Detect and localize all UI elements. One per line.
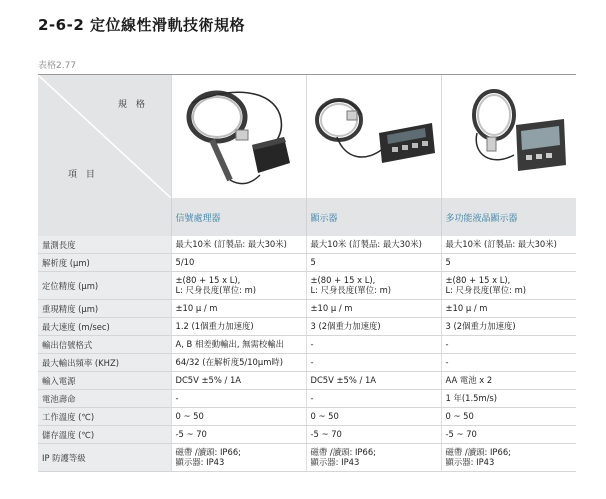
spec-cell: - — [306, 354, 441, 372]
spec-row — [38, 254, 576, 272]
spec-row-label: 量測長度 — [38, 236, 171, 254]
spec-cell: DC5V ±5% / 1A — [306, 372, 441, 390]
product-image-lcd-display — [441, 75, 576, 198]
spec-cell: 0 ~ 50 — [441, 408, 576, 426]
spec-cell: ±(80 + 15 x L), L: 尺身長度(單位: m) — [306, 272, 441, 300]
spec-row — [38, 444, 576, 472]
spec-row — [38, 390, 576, 408]
spec-row-label: 電池壽命 — [38, 390, 171, 408]
lcd-display-image — [442, 75, 577, 198]
spec-cell: ±10 μ / m — [306, 300, 441, 318]
spec-row-label: 重現精度 (μm) — [38, 300, 171, 318]
product-image-display — [306, 75, 441, 198]
spec-cell: 5/10 — [171, 254, 306, 272]
spec-row — [38, 300, 576, 318]
spec-row-label: IP 防護等級 — [38, 444, 171, 472]
spec-cell: -5 ~ 70 — [306, 426, 441, 444]
spec-row — [38, 426, 576, 444]
spec-row-label: 輸入電源 — [38, 372, 171, 390]
spec-row-label: 最大速度 (m/sec) — [38, 318, 171, 336]
product-image-signal-processor — [171, 75, 306, 198]
spec-cell: 最大10米 (訂製品: 最大30米) — [171, 236, 306, 254]
spec-cell: DC5V ±5% / 1A — [171, 372, 306, 390]
spec-cell: ±(80 + 15 x L), L: 尺身長度(單位: m) — [441, 272, 576, 300]
spec-cell: ±10 μ / m — [171, 300, 306, 318]
corner-cell — [38, 75, 171, 198]
spec-cell: - — [306, 390, 441, 408]
spec-row-label: 定位精度 (μm) — [38, 272, 171, 300]
spec-cell: 磁帶 /讀頭: IP66; 顯示器: IP43 — [171, 444, 306, 472]
product-image-row — [38, 75, 576, 198]
spec-cell: ±(80 + 15 x L), L: 尺身長度(單位: m) — [171, 272, 306, 300]
corner-item-label: 項 目 — [68, 170, 98, 180]
spec-cell: A, B 相差動輸出, 無需校輸出 — [171, 336, 306, 354]
spec-cell: -5 ~ 70 — [441, 426, 576, 444]
spec-cell: 3 (2個重力加速度) — [306, 318, 441, 336]
spec-row — [38, 336, 576, 354]
spec-cell: 64/32 (在解析度5/10μm時) — [171, 354, 306, 372]
spec-row — [38, 354, 576, 372]
spec-cell: 5 — [306, 254, 441, 272]
spec-row-label: 工作溫度 (℃) — [38, 408, 171, 426]
spec-cell: 3 (2個重力加速度) — [441, 318, 576, 336]
spec-row — [38, 408, 576, 426]
col-header-lcd-display: 多功能液晶顯示器 — [441, 198, 576, 236]
spec-row-label: 最大輸出頻率 (KHZ) — [38, 354, 171, 372]
col-header-signal-processor: 信號處理器 — [171, 198, 306, 236]
table-caption: 表格2.77 — [38, 61, 77, 71]
product-name-row — [38, 198, 576, 236]
col-header-display: 顯示器 — [306, 198, 441, 236]
display-image — [307, 75, 442, 198]
spec-row — [38, 318, 576, 336]
signal-processor-image — [172, 75, 307, 198]
spec-row-label: 輸出信號格式 — [38, 336, 171, 354]
product-name-row-blank — [38, 198, 171, 236]
spec-cell: 磁帶 /讀頭: IP66; 顯示器: IP43 — [441, 444, 576, 472]
spec-cell: ±10 μ / m — [441, 300, 576, 318]
corner-spec-label: 規 格 — [118, 100, 148, 110]
spec-row — [38, 236, 576, 254]
spec-cell: - — [171, 390, 306, 408]
spec-cell: 磁帶 /讀頭: IP66; 顯示器: IP43 — [306, 444, 441, 472]
spec-cell: 最大10米 (訂製品: 最大30米) — [306, 236, 441, 254]
spec-cell: 0 ~ 50 — [171, 408, 306, 426]
spec-cell: 5 — [441, 254, 576, 272]
spec-row — [38, 272, 576, 300]
spec-table — [38, 75, 576, 472]
spec-cell: -5 ~ 70 — [171, 426, 306, 444]
spec-cell: - — [441, 354, 576, 372]
spec-cell: AA 電池 x 2 — [441, 372, 576, 390]
corner-diagonal — [38, 75, 171, 198]
spec-cell: 最大10米 (訂製品: 最大30米) — [441, 236, 576, 254]
spec-cell: 0 ~ 50 — [306, 408, 441, 426]
spec-cell: 1 年(1.5m/s) — [441, 390, 576, 408]
spec-cell: 1.2 (1個重力加速度) — [171, 318, 306, 336]
spec-row-label: 儲存溫度 (℃) — [38, 426, 171, 444]
spec-cell: - — [441, 336, 576, 354]
spec-cell: - — [306, 336, 441, 354]
spec-row — [38, 372, 576, 390]
spec-row-label: 解析度 (μm) — [38, 254, 171, 272]
section-title: 2-6-2 定位線性滑軌技術規格 — [38, 16, 245, 34]
